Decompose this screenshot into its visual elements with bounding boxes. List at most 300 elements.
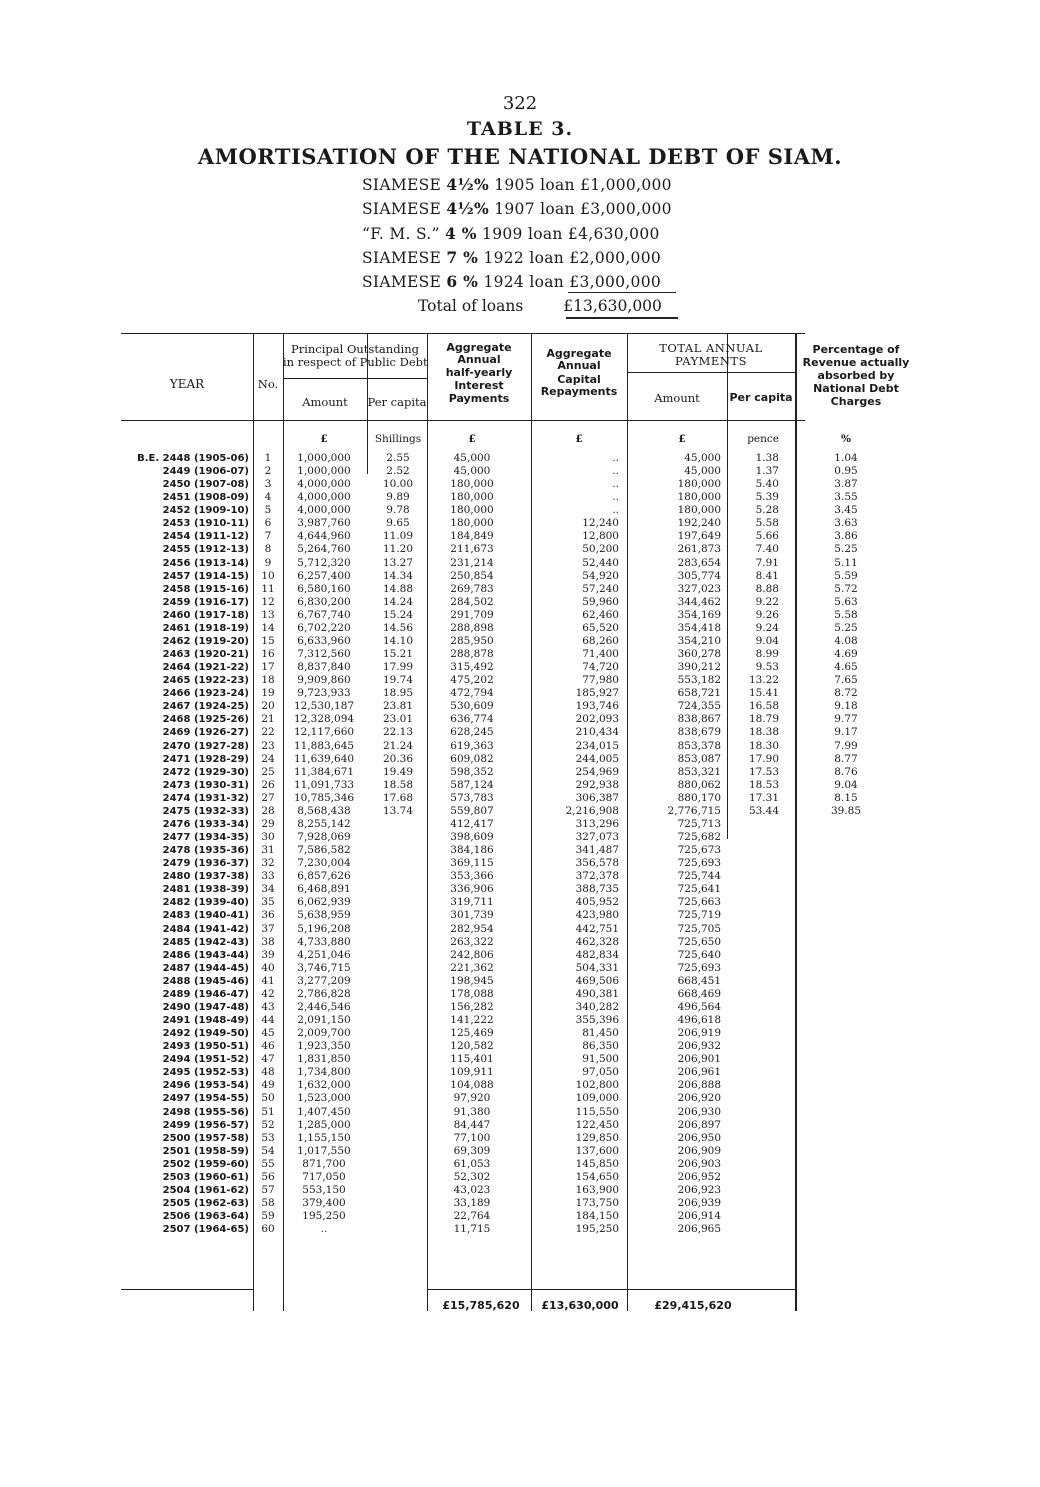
- no-cell: 18: [261, 674, 275, 687]
- per-capita-cell: 11.20: [382, 543, 414, 556]
- unit-total-per-capita: pence: [747, 433, 779, 445]
- header-percentage-1: Percentage of: [812, 343, 900, 356]
- interest-cell: 104,088: [450, 1079, 494, 1092]
- interest-cell: 52,302: [453, 1170, 491, 1183]
- principal-cell: 9,909,860: [297, 674, 351, 687]
- capital-cell: 12,800: [582, 530, 619, 543]
- interest-cell: 180,000: [450, 504, 494, 517]
- capital-cell: 86,350: [582, 1040, 619, 1053]
- no-cell: 40: [261, 961, 275, 974]
- year-cell: 2466 (1923-24): [162, 688, 249, 700]
- capital-cell: 81,450: [582, 1027, 619, 1040]
- interest-cell: 475,202: [450, 674, 494, 687]
- year-cell: 2450 (1907-08): [162, 479, 249, 491]
- interest-cell: 178,088: [450, 987, 494, 1000]
- year-cell: 2478 (1935-36): [162, 845, 249, 857]
- header-rule: [627, 372, 795, 373]
- principal-cell: 4,733,880: [297, 935, 351, 948]
- header-percentage-3: absorbed by: [817, 369, 895, 382]
- capital-cell: 65,520: [582, 621, 619, 634]
- no-cell: 5: [264, 504, 272, 517]
- per-capita-cell: 21.24: [382, 739, 414, 752]
- percentage-cell: 5.63: [834, 595, 858, 608]
- no-cell: 56: [261, 1170, 275, 1183]
- interest-cell: 336,906: [450, 883, 494, 896]
- principal-cell: 6,580,160: [297, 582, 351, 595]
- total-cell: 206,939: [677, 1196, 721, 1209]
- year-cell: 2456 (1913-14): [162, 557, 249, 569]
- no-cell: 12: [261, 595, 275, 608]
- no-cell: 53: [261, 1131, 275, 1144]
- loan-line: [362, 248, 661, 267]
- header-total-2: PAYMENTS: [675, 354, 747, 368]
- no-cell: 48: [261, 1066, 275, 1079]
- total-cell: 668,451: [677, 974, 721, 987]
- capital-cell: 254,969: [575, 765, 619, 778]
- header-interest-2: Annual: [457, 353, 501, 366]
- capital-cell: 504,331: [575, 961, 619, 974]
- principal-cell: 4,251,046: [297, 948, 351, 961]
- total-cell: 496,564: [677, 1000, 721, 1013]
- percentage-cell: 7.99: [834, 739, 858, 752]
- interest-cell: 115,401: [450, 1053, 494, 1066]
- no-cell: 24: [261, 752, 275, 765]
- year-cell: 2493 (1950-51): [162, 1041, 249, 1053]
- principal-cell: 6,062,939: [297, 896, 351, 909]
- interest-cell: 22,764: [453, 1210, 491, 1223]
- capital-cell: 97,050: [582, 1066, 619, 1079]
- percentage-cell: 5.58: [834, 608, 858, 621]
- per-capita-cell: 14.10: [382, 634, 414, 647]
- no-cell: 54: [261, 1144, 275, 1157]
- principal-cell: 871,700: [302, 1157, 346, 1170]
- total-cell: 725,713: [677, 817, 721, 830]
- year-cell: 2461 (1918-19): [162, 622, 249, 634]
- interest-cell: 284,502: [450, 595, 494, 608]
- capital-cell: 195,250: [575, 1223, 619, 1236]
- interest-cell: 184,849: [450, 530, 494, 543]
- total-cell: 261,873: [677, 543, 721, 556]
- capital-cell: 292,938: [575, 778, 619, 791]
- principal-cell: 3,987,760: [297, 517, 351, 530]
- total-per-capita-cell: 17.90: [748, 752, 779, 765]
- interest-cell: 628,245: [450, 726, 494, 739]
- per-capita-cell: 11.09: [382, 530, 414, 543]
- total-cell: 725,650: [677, 935, 721, 948]
- no-cell: 8: [264, 543, 272, 556]
- per-capita-cell: 13.74: [382, 804, 414, 817]
- total-cell: 206,961: [677, 1066, 721, 1079]
- interest-cell: 198,945: [450, 974, 494, 987]
- total-cell: 2,776,715: [667, 804, 721, 817]
- interest-cell: 43,023: [453, 1183, 491, 1196]
- percentage-cell: 9.17: [834, 726, 858, 739]
- loan-rate: 7 %: [446, 248, 479, 267]
- year-cell: 2486 (1943-44): [162, 949, 249, 961]
- header-percentage-4: National Debt: [813, 382, 899, 395]
- loan-name: SIAMESE: [362, 176, 442, 194]
- capital-cell: 62,460: [582, 608, 619, 621]
- no-cell: 13: [261, 608, 275, 621]
- total-cell: 192,240: [677, 517, 721, 530]
- no-cell: 35: [261, 896, 275, 909]
- total-rule-top: [568, 292, 676, 293]
- capital-cell: ..: [612, 452, 619, 464]
- year-cell: 2479 (1936-37): [162, 858, 249, 870]
- year-cell: 2472 (1929-30): [162, 766, 249, 778]
- capital-cell: 74,720: [582, 661, 619, 674]
- capital-cell: 102,800: [575, 1079, 619, 1092]
- year-cell: 2476 (1933-34): [162, 818, 249, 830]
- principal-cell: 195,250: [302, 1210, 346, 1223]
- per-capita-cell: 14.24: [382, 595, 414, 608]
- year-cell: 2470 (1927-28): [162, 740, 249, 752]
- capital-cell: 12,240: [582, 517, 619, 530]
- interest-cell: 301,739: [450, 909, 494, 922]
- year-cell: 2457 (1914-15): [162, 570, 249, 582]
- total-cell: 880,170: [677, 791, 721, 804]
- principal-cell: 11,091,733: [293, 778, 355, 791]
- capital-cell: 234,015: [575, 739, 619, 752]
- no-cell: 58: [261, 1196, 275, 1209]
- year-cell: 2500 (1957-58): [162, 1132, 249, 1144]
- capital-cell: ..: [612, 504, 619, 517]
- total-per-capita-cell: 9.22: [755, 595, 779, 608]
- year-cell: 2506 (1963-64): [162, 1211, 249, 1223]
- total-cell: 725,663: [677, 896, 721, 909]
- interest-cell: 45,000: [453, 452, 491, 464]
- table-label: TABLE 3.: [466, 118, 574, 140]
- capital-cell: 202,093: [575, 713, 619, 726]
- no-cell: 41: [261, 974, 275, 987]
- principal-cell: 5,196,208: [297, 922, 351, 935]
- total-cell: 180,000: [677, 478, 721, 491]
- percentage-cell: 5.72: [834, 582, 858, 595]
- total-cell: 725,705: [677, 922, 721, 935]
- capital-cell: 469,506: [575, 974, 619, 987]
- per-capita-cell: 19.49: [382, 765, 414, 778]
- per-capita-cell: 2.52: [386, 465, 410, 478]
- total-cell: 853,321: [677, 765, 721, 778]
- interest-cell: 291,709: [450, 608, 494, 621]
- total-per-capita-cell: 18.79: [748, 713, 779, 726]
- total-cell: 344,462: [677, 595, 721, 608]
- year-cell: 2473 (1930-31): [162, 779, 249, 791]
- principal-cell: 1,407,450: [297, 1105, 351, 1118]
- year-cell: 2477 (1934-35): [162, 832, 249, 844]
- unit-per-capita: Shillings: [374, 433, 422, 445]
- total-cell: 725,640: [677, 948, 721, 961]
- capital-cell: 388,735: [575, 883, 619, 896]
- principal-cell: 8,255,142: [297, 817, 351, 830]
- principal-cell: 2,446,546: [297, 1000, 351, 1013]
- interest-cell: 97,920: [453, 1092, 491, 1105]
- total-cell: 354,418: [677, 621, 721, 634]
- total-cell: 668,469: [677, 987, 721, 1000]
- principal-cell: 1,831,850: [297, 1053, 351, 1066]
- unit-interest: £: [468, 433, 476, 445]
- header-amount: Amount: [302, 395, 348, 409]
- no-cell: 31: [261, 844, 275, 857]
- capital-cell: 68,260: [582, 634, 619, 647]
- percentage-cell: 5.25: [834, 621, 858, 634]
- capital-cell: 356,578: [575, 857, 619, 870]
- table-row: [121, 1222, 805, 1238]
- total-per-capita-cell: 7.91: [755, 556, 779, 569]
- principal-cell: 6,702,220: [297, 621, 351, 634]
- principal-cell: 379,400: [302, 1196, 346, 1209]
- total-cell: 354,169: [677, 608, 721, 621]
- per-capita-cell: 18.58: [382, 778, 414, 791]
- principal-cell: 1,523,000: [297, 1092, 351, 1105]
- no-cell: 6: [264, 517, 272, 530]
- capital-cell: 154,650: [575, 1170, 619, 1183]
- header-year: YEAR: [169, 377, 205, 391]
- year-cell: 2482 (1939-40): [162, 897, 249, 909]
- no-cell: 1: [264, 452, 272, 464]
- header-capital-4: Repayments: [540, 385, 618, 398]
- principal-cell: 12,328,094: [293, 713, 355, 726]
- percentage-cell: 3.86: [834, 530, 858, 543]
- year-cell: 2504 (1961-62): [162, 1184, 249, 1196]
- header-interest-1: Aggregate: [446, 341, 512, 354]
- total-per-capita-cell: 18.53: [748, 778, 779, 791]
- principal-cell: 1,632,000: [297, 1079, 351, 1092]
- total-cell: 853,378: [677, 739, 721, 752]
- year-cell: 2489 (1946-47): [162, 988, 249, 1000]
- percentage-cell: 3.87: [834, 478, 858, 491]
- capital-cell: 405,952: [575, 896, 619, 909]
- total-cell: 206,903: [677, 1157, 721, 1170]
- principal-cell: 2,009,700: [297, 1027, 351, 1040]
- total-payments: £29,415,620: [654, 1299, 732, 1312]
- interest-cell: 472,794: [450, 687, 494, 700]
- total-per-capita-cell: 18.30: [748, 739, 779, 752]
- loan-name: SIAMESE: [362, 249, 442, 267]
- year-cell: 2455 (1912-13): [162, 544, 249, 556]
- no-cell: 49: [261, 1079, 275, 1092]
- no-cell: 14: [261, 621, 275, 634]
- total-cell: 206,914: [677, 1210, 721, 1223]
- capital-cell: 57,240: [582, 582, 619, 595]
- percentage-cell: 7.65: [834, 674, 858, 687]
- total-cell: 45,000: [684, 465, 721, 478]
- principal-cell: 9,723,933: [297, 687, 351, 700]
- per-capita-cell: 2.55: [386, 452, 410, 464]
- interest-cell: 288,878: [450, 648, 494, 661]
- loan-name: “F. M. S.”: [362, 225, 440, 243]
- total-cell: 360,278: [677, 648, 721, 661]
- per-capita-cell: 13.27: [382, 556, 414, 569]
- year-cell: 2499 (1956-57): [162, 1119, 249, 1131]
- total-per-capita-cell: 5.58: [755, 517, 779, 530]
- principal-cell: 7,312,560: [297, 648, 351, 661]
- year-cell: 2469 (1926-27): [162, 727, 249, 739]
- year-cell: 2507 (1964-65): [162, 1224, 249, 1236]
- header-principal-2: in respect of Public Debt: [283, 355, 428, 369]
- no-cell: 52: [261, 1118, 275, 1131]
- principal-cell: 6,767,740: [297, 608, 351, 621]
- interest-cell: 69,309: [453, 1144, 491, 1157]
- total-per-capita-cell: 5.39: [755, 491, 779, 504]
- total-cell: 390,212: [677, 661, 721, 674]
- interest-cell: 369,115: [450, 857, 494, 870]
- no-cell: 11: [261, 582, 275, 595]
- no-cell: 38: [261, 935, 275, 948]
- total-cell: 206,888: [677, 1079, 721, 1092]
- total-per-capita-cell: 18.38: [748, 726, 779, 739]
- percentage-cell: 9.77: [834, 713, 858, 726]
- principal-cell: 5,264,760: [297, 543, 351, 556]
- capital-cell: ..: [612, 478, 619, 491]
- year-cell: B.E. 2448 (1905-06): [137, 453, 249, 464]
- per-capita-cell: 19.74: [382, 674, 414, 687]
- total-cell: 496,618: [677, 1014, 721, 1026]
- no-cell: 33: [261, 870, 275, 883]
- total-per-capita-cell: 8.88: [755, 582, 779, 595]
- year-cell: 2458 (1915-16): [162, 583, 249, 595]
- percentage-cell: 3.63: [834, 517, 858, 530]
- interest-cell: 125,469: [450, 1027, 494, 1040]
- no-cell: 21: [261, 713, 275, 726]
- principal-cell: 717,050: [302, 1170, 346, 1183]
- no-cell: 39: [261, 948, 275, 961]
- year-cell: 2502 (1959-60): [162, 1158, 249, 1170]
- year-cell: 2452 (1909-10): [162, 505, 249, 517]
- principal-cell: 11,639,640: [293, 752, 355, 765]
- loan-amount: £3,000,000: [569, 273, 662, 291]
- capital-cell: 490,381: [575, 987, 619, 1000]
- principal-cell: 4,000,000: [297, 504, 351, 517]
- capital-cell: 341,487: [575, 844, 619, 857]
- capital-cell: 193,746: [575, 700, 619, 713]
- interest-cell: 559,807: [450, 804, 494, 817]
- total-cell: 838,867: [677, 713, 721, 726]
- capital-cell: 327,073: [575, 831, 619, 844]
- interest-cell: 384,186: [450, 844, 494, 857]
- principal-cell: 1,155,150: [297, 1131, 351, 1144]
- total-per-capita-cell: 5.40: [755, 478, 779, 491]
- capital-cell: 244,005: [575, 752, 619, 765]
- principal-cell: 5,712,320: [297, 556, 351, 569]
- total-cell: 206,952: [677, 1170, 721, 1183]
- amortisation-table: [121, 333, 910, 1312]
- total-cell: 283,654: [677, 556, 721, 569]
- interest-cell: 77,100: [453, 1131, 491, 1144]
- capital-cell: ..: [612, 491, 619, 504]
- total-cell: 725,744: [677, 870, 721, 883]
- interest-cell: 141,222: [450, 1014, 494, 1026]
- year-cell: 2451 (1908-09): [162, 492, 249, 504]
- no-cell: 46: [261, 1040, 275, 1053]
- capital-cell: 372,378: [575, 870, 619, 883]
- total-cell: 180,000: [677, 504, 721, 517]
- interest-cell: 263,322: [450, 935, 494, 948]
- total-per-capita-cell: 5.66: [755, 530, 779, 543]
- capital-cell: 50,200: [582, 543, 619, 556]
- no-cell: 59: [261, 1210, 275, 1223]
- capital-cell: 313,296: [575, 817, 619, 830]
- year-cell: 2487 (1944-45): [162, 962, 249, 974]
- principal-cell: 6,830,200: [297, 595, 351, 608]
- year-cell: 2505 (1962-63): [162, 1197, 249, 1209]
- interest-cell: 319,711: [450, 896, 494, 909]
- capital-cell: 109,000: [575, 1092, 619, 1105]
- year-cell: 2463 (1920-21): [162, 649, 249, 661]
- total-cell: 725,673: [677, 844, 721, 857]
- per-capita-cell: 20.36: [382, 752, 414, 765]
- total-cell: 206,965: [677, 1223, 721, 1236]
- year-cell: 2491 (1948-49): [162, 1015, 249, 1026]
- no-cell: 44: [261, 1014, 275, 1026]
- principal-cell: 7,586,582: [297, 844, 351, 857]
- capital-cell: 71,400: [582, 648, 619, 661]
- interest-cell: 231,214: [450, 556, 494, 569]
- percentage-cell: 4.65: [834, 661, 858, 674]
- no-cell: 29: [261, 817, 275, 830]
- unit-capital: £: [575, 433, 583, 445]
- per-capita-cell: 14.56: [382, 621, 414, 634]
- capital-cell: 185,927: [575, 687, 619, 700]
- interest-cell: 91,380: [453, 1105, 491, 1118]
- loan-year: 1909: [482, 225, 523, 243]
- loan-word: loan: [529, 273, 565, 291]
- capital-cell: 129,850: [575, 1131, 619, 1144]
- interest-cell: 61,053: [453, 1157, 491, 1170]
- total-rule-bottom: [566, 317, 678, 319]
- total-per-capita-cell: 9.04: [755, 634, 779, 647]
- header-percentage-5: Charges: [830, 395, 882, 408]
- principal-cell: 6,857,626: [297, 870, 351, 883]
- per-capita-cell: 10.00: [382, 478, 414, 491]
- percentage-cell: 39.85: [830, 804, 862, 817]
- no-cell: 2: [264, 465, 272, 478]
- principal-cell: 2,786,828: [297, 987, 351, 1000]
- interest-cell: 211,673: [450, 543, 494, 556]
- interest-cell: 609,082: [450, 752, 494, 765]
- header-interest-3: half-yearly: [445, 366, 513, 379]
- capital-cell: 137,600: [575, 1144, 619, 1157]
- no-cell: 28: [261, 804, 275, 817]
- interest-cell: 353,366: [450, 870, 494, 883]
- header-per-capita: Per capita: [367, 395, 427, 409]
- no-cell: 10: [261, 569, 275, 582]
- capital-cell: 163,900: [575, 1183, 619, 1196]
- header-total-per-capita: Per capita: [729, 391, 793, 404]
- total-per-capita-cell: 17.53: [748, 765, 779, 778]
- interest-cell: 636,774: [450, 713, 494, 726]
- total-per-capita-cell: 17.31: [748, 791, 779, 804]
- interest-cell: 11,715: [453, 1223, 491, 1236]
- total-cell: 45,000: [684, 452, 721, 464]
- capital-cell: 173,750: [575, 1196, 619, 1209]
- percentage-cell: 4.08: [834, 634, 858, 647]
- principal-cell: 5,638,959: [297, 909, 351, 922]
- unit-principal: £: [320, 433, 328, 445]
- year-cell: 2481 (1938-39): [162, 884, 249, 896]
- loan-year: 1922: [483, 249, 525, 267]
- loan-line: [362, 224, 660, 243]
- capital-cell: 54,920: [582, 569, 619, 582]
- interest-cell: 109,911: [450, 1066, 494, 1079]
- percentage-cell: 9.04: [834, 778, 858, 791]
- interest-cell: 156,282: [450, 1000, 494, 1013]
- loan-year: 1905: [494, 176, 535, 194]
- total-per-capita-cell: 13.22: [748, 674, 779, 687]
- year-cell: 2459 (1916-17): [162, 596, 249, 608]
- year-cell: 2488 (1945-46): [162, 975, 249, 987]
- unit-percentage: %: [841, 433, 851, 445]
